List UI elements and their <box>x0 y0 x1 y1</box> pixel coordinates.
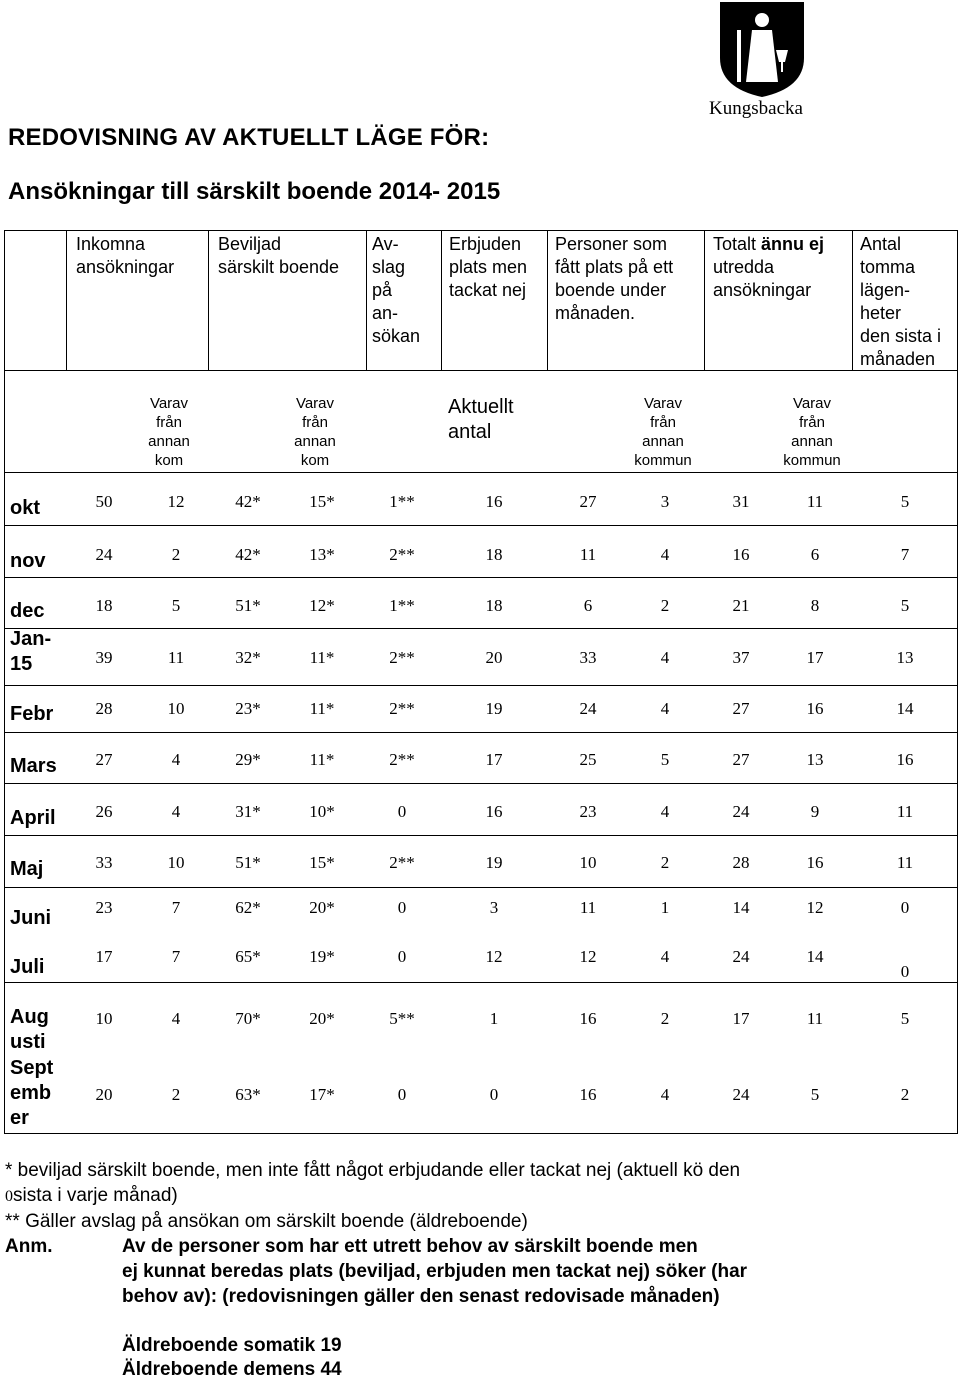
row-label: Jan- 15 <box>10 628 52 675</box>
table-cell: 9 <box>810 802 820 821</box>
table-cell: 2 <box>900 1085 910 1104</box>
table-cell: 65* <box>235 947 261 966</box>
anm-text: Av de personer som har ett utrett behov av särskilt boende men ej kunnat beredas plats (beviljad, erbjuden men tackat nej) söker (har behov av): (redovisningen gäller den senast redovisade månaden) <box>122 1236 748 1307</box>
table-cell: 31* <box>235 802 261 821</box>
table-cell: 17 <box>485 750 503 769</box>
header-personer: Personer som fått plats på ett boende under månaden. <box>555 234 674 323</box>
row-label: Aug usti <box>10 1006 49 1053</box>
table-cell: 4 <box>171 802 181 821</box>
table-cell: 20 <box>485 648 503 667</box>
table-cell: 24 <box>579 699 597 718</box>
table-cell: 27 <box>732 750 750 769</box>
table-cell: 50 <box>95 492 113 511</box>
table-cell: 6 <box>810 545 820 564</box>
table-cell: 26 <box>95 802 113 821</box>
table-cell: 14 <box>732 898 750 917</box>
table-cell: 16 <box>485 802 503 821</box>
table-cell: 11 <box>896 802 914 821</box>
table-cell: 24 <box>95 545 113 564</box>
table-cell: 19 <box>485 699 503 718</box>
table-cell: 12 <box>806 898 824 917</box>
header-antal: Antal tomma lägen- heter den sista i månaden <box>860 234 942 369</box>
table-cell: 19 <box>485 853 503 872</box>
table-cell: 23 <box>95 898 113 917</box>
header-erbjuden: Erbjuden plats men tackat nej <box>449 234 528 300</box>
table-cell: 27 <box>732 699 750 718</box>
table-cell: 7 <box>900 545 910 564</box>
row-label: Sept emb er <box>10 1057 54 1129</box>
table-cell: 17 <box>95 947 113 966</box>
table-cell: 11 <box>579 545 597 564</box>
anm-label: Anm. <box>5 1236 53 1257</box>
table-cell: 1 <box>660 898 670 917</box>
table-cell: 11 <box>896 853 914 872</box>
table-cell: 23* <box>235 699 261 718</box>
row-label: nov <box>10 550 46 572</box>
table-cell: 2 <box>171 1085 181 1104</box>
table-cell: 8 <box>810 596 820 615</box>
table-cell: 5 <box>171 596 181 615</box>
table-cell: 33 <box>95 853 113 872</box>
table-cell: 42* <box>235 545 261 564</box>
row-label: dec <box>10 600 45 622</box>
table-cell: 18 <box>485 545 503 564</box>
table-cell: 13 <box>806 750 824 769</box>
table-cell: 11 <box>167 648 185 667</box>
table-cell: 20 <box>95 1085 113 1104</box>
table-cell: 14 <box>896 699 914 718</box>
page-subtitle: Ansökningar till särskilt boende 2014- 2015 <box>8 178 501 205</box>
table-cell: 3 <box>660 492 670 511</box>
table-cell: 1** <box>389 596 415 615</box>
table-cell: 27 <box>579 492 597 511</box>
header-avslag: Av- slag på an- sökan <box>372 234 421 346</box>
subheader-varav-kommun-1: Varav från annan kommun <box>634 395 692 469</box>
table-cell: 10* <box>309 802 335 821</box>
table-cell: 63* <box>235 1085 261 1104</box>
table-cell: 16 <box>485 492 503 511</box>
table-cell: 5 <box>900 596 910 615</box>
table-cell: 4 <box>660 648 670 667</box>
demens-count: Äldreboende demens 44 <box>122 1359 342 1380</box>
table-cell: 16 <box>896 750 914 769</box>
table-cell: 10 <box>95 1009 113 1028</box>
table-cell: 16 <box>806 853 824 872</box>
table-cell: 10 <box>167 699 185 718</box>
table-cell: 12 <box>579 947 597 966</box>
table-cell: 28 <box>95 699 113 718</box>
table-cell: 5 <box>900 492 910 511</box>
table-cell: 10 <box>579 853 597 872</box>
table-cell: 4 <box>660 545 670 564</box>
table-cell: 19* <box>309 947 335 966</box>
table-cell: 11 <box>806 492 824 511</box>
table-cell: 0 <box>900 962 910 981</box>
table-cell: 25 <box>579 750 597 769</box>
table-cell: 5 <box>900 1009 910 1028</box>
table-cell: 3 <box>489 898 499 917</box>
table-cell: 21 <box>732 596 750 615</box>
table-cell: 42* <box>235 492 261 511</box>
table-cell: 0 <box>397 1085 407 1104</box>
table-cell: 32* <box>235 648 261 667</box>
table-cell: 0 <box>397 898 407 917</box>
header-inkomna: Inkomna ansökningar <box>76 234 175 277</box>
table-cell: 2** <box>389 750 415 769</box>
table-cell: 13 <box>896 648 914 667</box>
row-label: Juli <box>10 956 45 978</box>
table-cell: 24 <box>732 802 750 821</box>
table-cell: 11* <box>309 648 335 667</box>
table-cell: 7 <box>171 898 181 917</box>
table-cell: 15* <box>309 492 335 511</box>
table-cell: 23 <box>579 802 597 821</box>
table-cell: 51* <box>235 596 261 615</box>
table-cell: 17 <box>732 1009 750 1028</box>
footnote-star1: * beviljad särskilt boende, men inte fått något erbjudande eller tackat nej (aktuell kö den 0sista i varje månad) <box>5 1160 741 1206</box>
table-cell: 37 <box>732 648 750 667</box>
table-cell: 11 <box>806 1009 824 1028</box>
table-cell: 16 <box>579 1009 597 1028</box>
coat-of-arms-icon <box>712 0 812 100</box>
table-cell: 70* <box>235 1009 261 1028</box>
subheader-varav-kom-2: Varav från annan kom <box>294 395 336 469</box>
table-cell: 18 <box>485 596 503 615</box>
table-cell: 20* <box>309 898 335 917</box>
table-cell: 4 <box>660 802 670 821</box>
table-cell: 2 <box>660 853 670 872</box>
table-cell: 0 <box>397 802 407 821</box>
table-cell: 18 <box>95 596 113 615</box>
table-cell: 11 <box>579 898 597 917</box>
table-cell: 0 <box>489 1085 499 1104</box>
table-cell: 2 <box>660 596 670 615</box>
subheader-varav-kommun-2: Varav från annan kommun <box>783 395 841 469</box>
table-cell: 2** <box>389 648 415 667</box>
table-cell: 20* <box>309 1009 335 1028</box>
table-cell: 13* <box>309 545 335 564</box>
table-cell: 1 <box>489 1009 499 1028</box>
table-cell: 2** <box>389 699 415 718</box>
table-cell: 5 <box>660 750 670 769</box>
table-cell: 0 <box>900 898 910 917</box>
table-cell: 27 <box>95 750 113 769</box>
row-label: Mars <box>10 755 57 777</box>
subheader-aktuellt: Aktuellt antal <box>448 396 514 443</box>
table-cell: 4 <box>660 699 670 718</box>
table-cell: 51* <box>235 853 261 872</box>
table-cell: 11* <box>309 750 335 769</box>
logo-wordmark: Kungsbacka <box>709 98 803 119</box>
table-cell: 2** <box>389 853 415 872</box>
table-cell: 28 <box>732 853 750 872</box>
table-cell: 15* <box>309 853 335 872</box>
somatik-count: Äldreboende somatik 19 <box>122 1335 342 1356</box>
table-cell: 4 <box>660 1085 670 1104</box>
table-cell: 12 <box>485 947 503 966</box>
footnote-star2: ** Gäller avslag på ansökan om särskilt boende (äldreboende) <box>5 1211 528 1232</box>
table-cell: 16 <box>732 545 750 564</box>
row-label: Juni <box>10 907 52 929</box>
table-cell: 39 <box>95 648 113 667</box>
row-label: April <box>10 807 56 829</box>
table-cell: 29* <box>235 750 261 769</box>
table-cell: 11* <box>309 699 335 718</box>
data-table <box>4 230 958 1133</box>
table-cell: 17 <box>806 648 824 667</box>
table-cell: 5 <box>810 1085 820 1104</box>
table-cell: 17* <box>309 1085 335 1104</box>
table-cell: 4 <box>660 947 670 966</box>
table-cell: 5** <box>389 1009 415 1028</box>
subheader-varav-kom-1: Varav från annan kom <box>148 395 190 469</box>
header-totalt: Totalt ännu ej utredda ansökningar <box>713 234 825 300</box>
table-cell: 2** <box>389 545 415 564</box>
table-cell: 14 <box>806 947 824 966</box>
row-label: okt <box>10 497 40 519</box>
row-label: Maj <box>10 858 44 880</box>
table-cell: 4 <box>171 750 181 769</box>
table-cell: 1** <box>389 492 415 511</box>
table-cell: 24 <box>732 1085 750 1104</box>
table-cell: 33 <box>579 648 597 667</box>
row-label: Febr <box>10 703 54 725</box>
table-cell: 16 <box>806 699 824 718</box>
table-cell: 12 <box>167 492 185 511</box>
header-beviljad: Beviljad särskilt boende <box>218 234 340 277</box>
table-cell: 2 <box>171 545 181 564</box>
table-cell: 4 <box>171 1009 181 1028</box>
table-cell: 31 <box>732 492 750 511</box>
table-cell: 10 <box>167 853 185 872</box>
table-cell: 16 <box>579 1085 597 1104</box>
table-cell: 12* <box>309 596 335 615</box>
table-cell: 0 <box>397 947 407 966</box>
table-cell: 6 <box>583 596 593 615</box>
table-cell: 24 <box>732 947 750 966</box>
table-cell: 7 <box>171 947 181 966</box>
table-cell: 62* <box>235 898 261 917</box>
page-title: REDOVISNING AV AKTUELLT LÄGE FÖR: <box>8 124 490 151</box>
table-cell: 2 <box>660 1009 670 1028</box>
